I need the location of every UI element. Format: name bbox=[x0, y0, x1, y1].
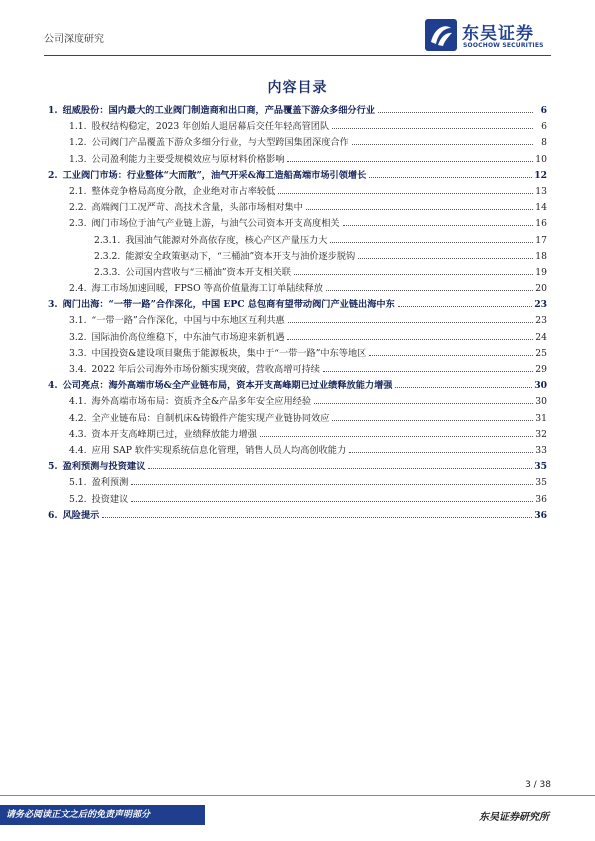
toc-entry-page: 6 bbox=[541, 121, 547, 133]
toc-entry-number: 3.4. bbox=[69, 364, 87, 375]
toc-entry-text: 中国投资&建设项目聚焦于能源板块，集中于“一带一路”中东等地区 bbox=[91, 347, 367, 359]
institute-name: 东吴证券研究所 bbox=[479, 812, 549, 823]
toc-title: 内容目录 bbox=[267, 80, 328, 96]
toc-entry[interactable] bbox=[48, 232, 547, 248]
toc-entry[interactable] bbox=[48, 248, 547, 264]
toc-entry[interactable] bbox=[48, 151, 547, 167]
toc-entry-text: 投资建议 bbox=[91, 493, 129, 505]
toc-entry-number: 3.3. bbox=[69, 347, 87, 359]
toc-entry[interactable] bbox=[48, 183, 547, 199]
toc-entry-number: 4.1. bbox=[69, 396, 87, 408]
header-divider bbox=[44, 55, 551, 56]
toc-entry[interactable] bbox=[48, 296, 547, 312]
toc-entry-page: 6 bbox=[540, 105, 547, 116]
toc-leader-dots bbox=[378, 112, 533, 113]
toc-entry-number: 4.2. bbox=[69, 412, 87, 424]
toc-entry-number: 3.2. bbox=[69, 331, 87, 343]
toc-leader-dots bbox=[326, 290, 533, 291]
toc-leader-dots bbox=[260, 436, 533, 437]
toc-entry-text: 盈利预测与投资建议 bbox=[62, 461, 146, 473]
toc-entry-page: 12 bbox=[534, 169, 547, 181]
toc-entry[interactable] bbox=[48, 215, 547, 231]
toc-entry-text: 盈利预测 bbox=[91, 477, 129, 489]
toc-entry[interactable] bbox=[48, 345, 547, 361]
logo-english-text: SOOCHOW SECURITIES bbox=[463, 42, 544, 49]
toc-leader-dots bbox=[352, 144, 533, 145]
toc-entry-number: 4.4. bbox=[69, 444, 87, 456]
toc-entry[interactable] bbox=[48, 458, 547, 474]
toc-leader-dots bbox=[369, 177, 532, 178]
toc-entry[interactable] bbox=[48, 264, 547, 280]
toc-entry[interactable] bbox=[48, 426, 547, 442]
toc-entry-page: 35 bbox=[535, 477, 547, 489]
toc-entry-page: 23 bbox=[534, 299, 547, 311]
toc-entry-page: 25 bbox=[535, 347, 547, 359]
toc-entry-number: 5. bbox=[48, 461, 58, 473]
report-category: 公司深度研究 bbox=[44, 34, 104, 45]
toc-entry-page: 23 bbox=[535, 315, 547, 327]
page-indicator: 3 / 38 bbox=[525, 780, 551, 790]
toc-entry-page: 8 bbox=[541, 137, 547, 149]
toc-entry[interactable] bbox=[48, 377, 547, 393]
toc-entry-number: 5.1. bbox=[69, 477, 87, 489]
toc-entry[interactable] bbox=[48, 507, 547, 523]
toc-entry[interactable] bbox=[48, 102, 547, 118]
toc-entry-page: 29 bbox=[535, 364, 547, 375]
toc-entry-text: 海外高端市场布局：资质齐全&产品多年安全应用经验 bbox=[91, 396, 312, 408]
toc-entry-text: 公司盈利能力主要受规模效应与原材料价格影响 bbox=[91, 153, 285, 165]
toc-leader-dots bbox=[349, 452, 533, 453]
toc-entry-text: 海工市场加速回暖，FPSO 等高价值量海工订单陆续释放 bbox=[91, 283, 323, 295]
toc-entry[interactable] bbox=[48, 491, 547, 507]
toc-leader-dots bbox=[306, 209, 533, 210]
toc-entry-page: 36 bbox=[535, 493, 547, 505]
toc-entry-number: 5.2. bbox=[69, 493, 87, 505]
toc-entry-number: 3. bbox=[48, 299, 58, 311]
toc-entry-text: 高端阀门工况严苛、高技术含量，头部市场相对集中 bbox=[91, 202, 303, 214]
toc-entry[interactable] bbox=[48, 442, 547, 458]
toc-entry-text: 应用 SAP 软件实现系统信息化管理，销售人员人均高创收能力 bbox=[91, 444, 347, 456]
toc-entry-number: 4.3. bbox=[69, 428, 87, 440]
toc-entry-text: 我国油气能源对外高依存度，核心产区产量压力大 bbox=[125, 234, 328, 246]
toc-leader-dots bbox=[332, 420, 533, 421]
toc-entry-number: 2.3.3. bbox=[94, 266, 121, 278]
toc-entry-text: 整体竞争格局高度分散，企业绝对市占率较低 bbox=[91, 185, 276, 197]
toc-entry[interactable] bbox=[48, 410, 547, 426]
toc-entry-page: 20 bbox=[535, 283, 547, 295]
toc-entry-text: 国际油价高位维稳下，中东油气市场迎来新机遇 bbox=[91, 331, 285, 343]
toc-entry-number: 2.3.2. bbox=[94, 250, 121, 262]
toc-leader-dots bbox=[330, 242, 533, 243]
toc-leader-dots bbox=[294, 274, 533, 275]
toc-leader-dots bbox=[314, 403, 533, 404]
toc-entry[interactable] bbox=[48, 329, 547, 345]
toc-entry-number: 2.4. bbox=[69, 283, 87, 295]
toc-entry-page: 10 bbox=[535, 153, 547, 165]
toc-entry-number: 1. bbox=[48, 105, 58, 116]
toc-entry-text: 2022 年后公司海外市场份额实现突破，营收高增可持续 bbox=[91, 364, 320, 375]
toc-entry[interactable] bbox=[48, 280, 547, 296]
toc-entry-number: 4. bbox=[48, 380, 58, 392]
toc-leader-dots bbox=[148, 468, 532, 469]
toc-leader-dots bbox=[288, 322, 533, 323]
toc-entry[interactable] bbox=[48, 199, 547, 215]
toc-entry-number: 1.2. bbox=[69, 137, 87, 149]
brand-logo bbox=[424, 18, 554, 54]
toc-entry[interactable] bbox=[48, 134, 547, 150]
toc-entry-text: “一带一路”合作深化，中国与中东地区互利共惠 bbox=[91, 315, 285, 327]
table-of-contents bbox=[48, 102, 547, 523]
toc-entry-number: 2.3.1. bbox=[94, 234, 121, 246]
toc-leader-dots bbox=[278, 193, 533, 194]
toc-entry-page: 24 bbox=[535, 331, 547, 343]
toc-entry[interactable] bbox=[48, 393, 547, 409]
toc-entry-number: 6. bbox=[48, 509, 58, 521]
toc-entry-text: 公司阀门产品覆盖下游众多细分行业，与大型跨国集团深度合作 bbox=[91, 137, 349, 149]
toc-entry-page: 17 bbox=[535, 234, 547, 246]
toc-entry-text: 股权结构稳定，2023 年创始人退居幕后交任年轻高管团队 bbox=[91, 121, 330, 133]
toc-leader-dots bbox=[287, 339, 533, 340]
toc-entry-text: 资本开支高峰期已过，业绩释放能力增强 bbox=[91, 428, 257, 440]
toc-entry-page: 18 bbox=[535, 250, 547, 262]
toc-entry-text: 公司国内营收与“三桶油”资本开支相关联 bbox=[125, 266, 291, 278]
toc-entry-page: 16 bbox=[535, 218, 547, 230]
toc-entry-page: 35 bbox=[534, 461, 547, 473]
toc-entry-page: 33 bbox=[535, 444, 547, 456]
toc-entry-page: 36 bbox=[534, 509, 547, 521]
toc-entry-text: 阀门市场位于油气产业链上游，与油气公司资本开支高度相关 bbox=[91, 218, 340, 230]
toc-entry-number: 2.3. bbox=[69, 218, 87, 230]
toc-entry[interactable] bbox=[48, 118, 547, 134]
toc-leader-dots bbox=[131, 484, 533, 485]
toc-entry-page: 32 bbox=[535, 428, 547, 440]
toc-entry-text: 工业阀门市场：行业整体“大而散”，油气开采&海工造船高端市场引领增长 bbox=[62, 169, 367, 181]
toc-entry-number: 2. bbox=[48, 169, 58, 181]
toc-entry-text: 纽威股份：国内最大的工业阀门制造商和出口商，产品覆盖下游众多细分行业 bbox=[62, 105, 375, 116]
toc-entry-page: 31 bbox=[535, 412, 547, 424]
toc-entry[interactable] bbox=[48, 312, 547, 328]
toc-leader-dots bbox=[343, 225, 533, 226]
toc-entry-page: 13 bbox=[535, 185, 547, 197]
toc-entry[interactable] bbox=[48, 361, 547, 377]
footer-divider bbox=[0, 795, 595, 796]
toc-leader-dots bbox=[131, 501, 533, 502]
toc-entry-text: 风险提示 bbox=[62, 509, 100, 521]
toc-leader-dots bbox=[287, 161, 533, 162]
toc-leader-dots bbox=[332, 128, 533, 129]
toc-entry-number: 3.1. bbox=[69, 315, 87, 327]
toc-entry-number: 1.3. bbox=[69, 153, 87, 165]
toc-leader-dots bbox=[398, 306, 532, 307]
toc-leader-dots bbox=[395, 387, 532, 388]
toc-leader-dots bbox=[102, 517, 532, 518]
disclaimer-banner: 请务必阅读正文之后的免责声明部分 bbox=[0, 805, 205, 825]
logo-chinese-text: 东吴证券 bbox=[462, 24, 534, 44]
toc-entry[interactable] bbox=[48, 474, 547, 490]
toc-leader-dots bbox=[358, 258, 533, 259]
toc-entry-number: 1.1. bbox=[69, 121, 87, 133]
toc-entry-page: 30 bbox=[534, 380, 547, 392]
toc-entry-page: 30 bbox=[535, 396, 547, 408]
toc-entry[interactable] bbox=[48, 167, 547, 183]
toc-entry-page: 14 bbox=[535, 202, 547, 214]
toc-leader-dots bbox=[323, 371, 533, 372]
toc-leader-dots bbox=[369, 355, 533, 356]
soochow-logo-icon bbox=[424, 18, 458, 52]
toc-entry-text: 阀门出海：“一带一路”合作深化，中国 EPC 总包商有望带动阀门产业链出海中东 bbox=[62, 299, 395, 311]
toc-entry-text: 公司亮点：海外高端市场&全产业链布局，资本开支高峰期已过业绩释放能力增强 bbox=[62, 380, 393, 392]
toc-entry-text: 能源安全政策驱动下，“三桶油”资本开支与油价逐步脱钩 bbox=[125, 250, 356, 262]
toc-entry-text: 全产业链布局：自制机床&铸锻件产能实现产业链协同效应 bbox=[91, 412, 330, 424]
toc-entry-number: 2.1. bbox=[69, 185, 87, 197]
toc-entry-page: 19 bbox=[535, 266, 547, 278]
toc-entry-number: 2.2. bbox=[69, 202, 87, 214]
